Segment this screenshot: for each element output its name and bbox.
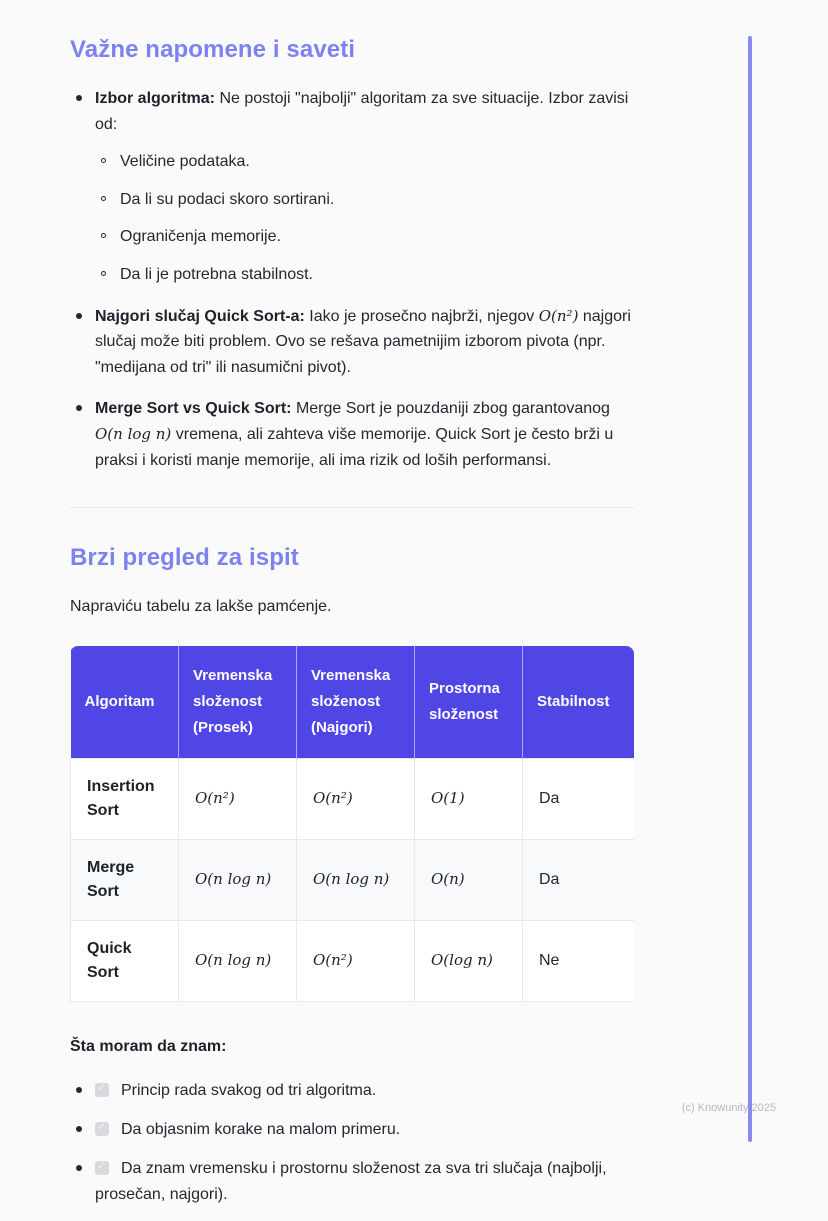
table-cell-worst-complexity	[297, 921, 415, 1002]
math-expression: O(n²)	[313, 789, 353, 808]
document-page	[70, 36, 634, 1221]
section-title-review: Brzi pregled za ispit	[70, 544, 299, 572]
table-cell-avg-complexity	[179, 921, 297, 1002]
bullet-icon	[76, 95, 82, 101]
sub-list-item-text: Da li je potrebna stabilnost.	[120, 265, 313, 283]
list-item-najgori-slucaj	[70, 304, 634, 381]
math-expression: O(n log n)	[195, 951, 272, 970]
circle-bullet-icon	[101, 196, 106, 201]
section-divider	[70, 507, 634, 508]
notes-list	[70, 86, 634, 473]
checklist-item	[70, 1117, 634, 1143]
table-cell-avg-complexity	[179, 759, 297, 840]
sub-list-item	[95, 149, 634, 175]
list-item-merge-vs-quick	[70, 396, 634, 473]
math-expression: O(n)	[431, 870, 465, 889]
checkbox-icon	[95, 1161, 109, 1175]
table-header-vremenska-prosek: Vremenska složenost (Prosek)	[179, 646, 297, 759]
section-title-notes: Važne napomene i saveti	[70, 36, 356, 63]
table-cell-stability: Da	[523, 759, 635, 840]
table-header-algoritam: Algoritam	[71, 646, 179, 759]
page-edge-bar	[748, 36, 752, 1142]
table-cell-worst-complexity	[297, 759, 415, 840]
bullet-icon	[76, 405, 82, 411]
checkbox-icon	[95, 1083, 109, 1097]
list-item-izbor-algoritma	[70, 86, 634, 288]
math-expression: O(1)	[431, 789, 465, 808]
table-cell-space-complexity	[415, 840, 523, 921]
circle-bullet-icon	[101, 233, 106, 238]
checklist-item	[70, 1156, 634, 1208]
table-row-merge-sort	[71, 840, 635, 921]
circle-bullet-icon	[101, 271, 106, 276]
table-cell-stability: Ne	[523, 921, 635, 1002]
table-cell-space-complexity	[415, 921, 523, 1002]
bullet-icon	[76, 1087, 82, 1093]
sub-list-item	[95, 224, 634, 250]
table-cell-worst-complexity	[297, 840, 415, 921]
table-cell-algorithm-name: Merge Sort	[71, 840, 179, 921]
checklist-item-text: Da znam vremensku i prostornu složenost za sva tri slučaja (najbolji, prosečan, najgori).	[95, 1160, 607, 1204]
math-expression: O(n log n)	[95, 424, 172, 443]
circle-bullet-icon	[101, 158, 106, 163]
bullet-icon	[76, 313, 82, 319]
math-expression: O(n²)	[195, 789, 235, 808]
math-expression: O(n²)	[538, 306, 579, 325]
sub-list-item-text: Ograničenja memorije.	[120, 228, 281, 246]
math-expression: O(n log n)	[313, 870, 390, 889]
sub-list	[95, 149, 634, 287]
sub-list-item	[95, 187, 634, 213]
list-item-lead: Izbor algoritma:	[95, 90, 216, 107]
math-expression: O(log n)	[431, 951, 493, 970]
checklist	[70, 1078, 634, 1208]
list-item-text: Iako je prosečno najbrži, njegov	[304, 307, 539, 325]
list-item-lead: Merge Sort vs Quick Sort:	[95, 400, 292, 418]
table-cell-space-complexity	[415, 759, 523, 840]
table-header-stabilnost: Stabilnost	[523, 646, 635, 759]
table-header-vremenska-najgori: Vremenska složenost (Najgori)	[297, 646, 415, 759]
table-header-prostorna: Prostorna složenost	[415, 646, 523, 759]
list-item-lead: Najgori slučaj Quick Sort-a:	[95, 307, 305, 325]
list-item-text: Ne postoji "najbolji" algoritam za sve situacije. Izbor zavisi od:	[95, 90, 629, 133]
sub-list-item-text: Veličine podataka.	[120, 153, 250, 171]
checkbox-icon	[95, 1122, 109, 1136]
list-item-text: Merge Sort je pouzdaniji zbog garantovanog	[291, 400, 610, 418]
checklist-item-text: Princip rada svakog od tri algoritma.	[121, 1082, 377, 1100]
table-cell-stability: Da	[523, 840, 635, 921]
table-header-row	[71, 646, 635, 759]
checklist-item-text: Da objasnim korake na malom primeru.	[121, 1121, 401, 1139]
table-cell-algorithm-name: Quick Sort	[71, 921, 179, 1002]
sub-list-item	[95, 262, 634, 288]
list-item-text: najgori slučaj može biti problem. Ovo se rešava pametnijim izborom pivota (npr. "medijana od tri" ili nasumični pivot).	[95, 307, 631, 376]
sub-list-item-text: Da li su podaci skoro sortirani.	[120, 190, 335, 208]
copyright-watermark: (c) Knowunity 2025	[681, 1102, 776, 1114]
math-expression: O(n log n)	[195, 870, 272, 889]
table-cell-algorithm-name: Insertion Sort	[71, 759, 179, 840]
list-item-text: vremena, ali zahteva više memorije. Quick Sort je često brži u praksi i koristi manje memorije, ali ima rizik od loših performansi.	[95, 425, 614, 469]
bullet-icon	[76, 1126, 82, 1132]
table-row-insertion-sort	[71, 759, 635, 840]
math-expression: O(n²)	[313, 951, 353, 970]
complexity-table	[70, 646, 634, 1003]
bullet-icon	[76, 1165, 82, 1171]
table-cell-avg-complexity	[179, 840, 297, 921]
checklist-item	[70, 1078, 634, 1104]
checklist-title: Šta moram da znam:	[70, 1038, 227, 1056]
table-row-quick-sort	[71, 921, 635, 1002]
review-intro-text: Napraviću tabelu za lakše pamćenje.	[70, 598, 332, 616]
